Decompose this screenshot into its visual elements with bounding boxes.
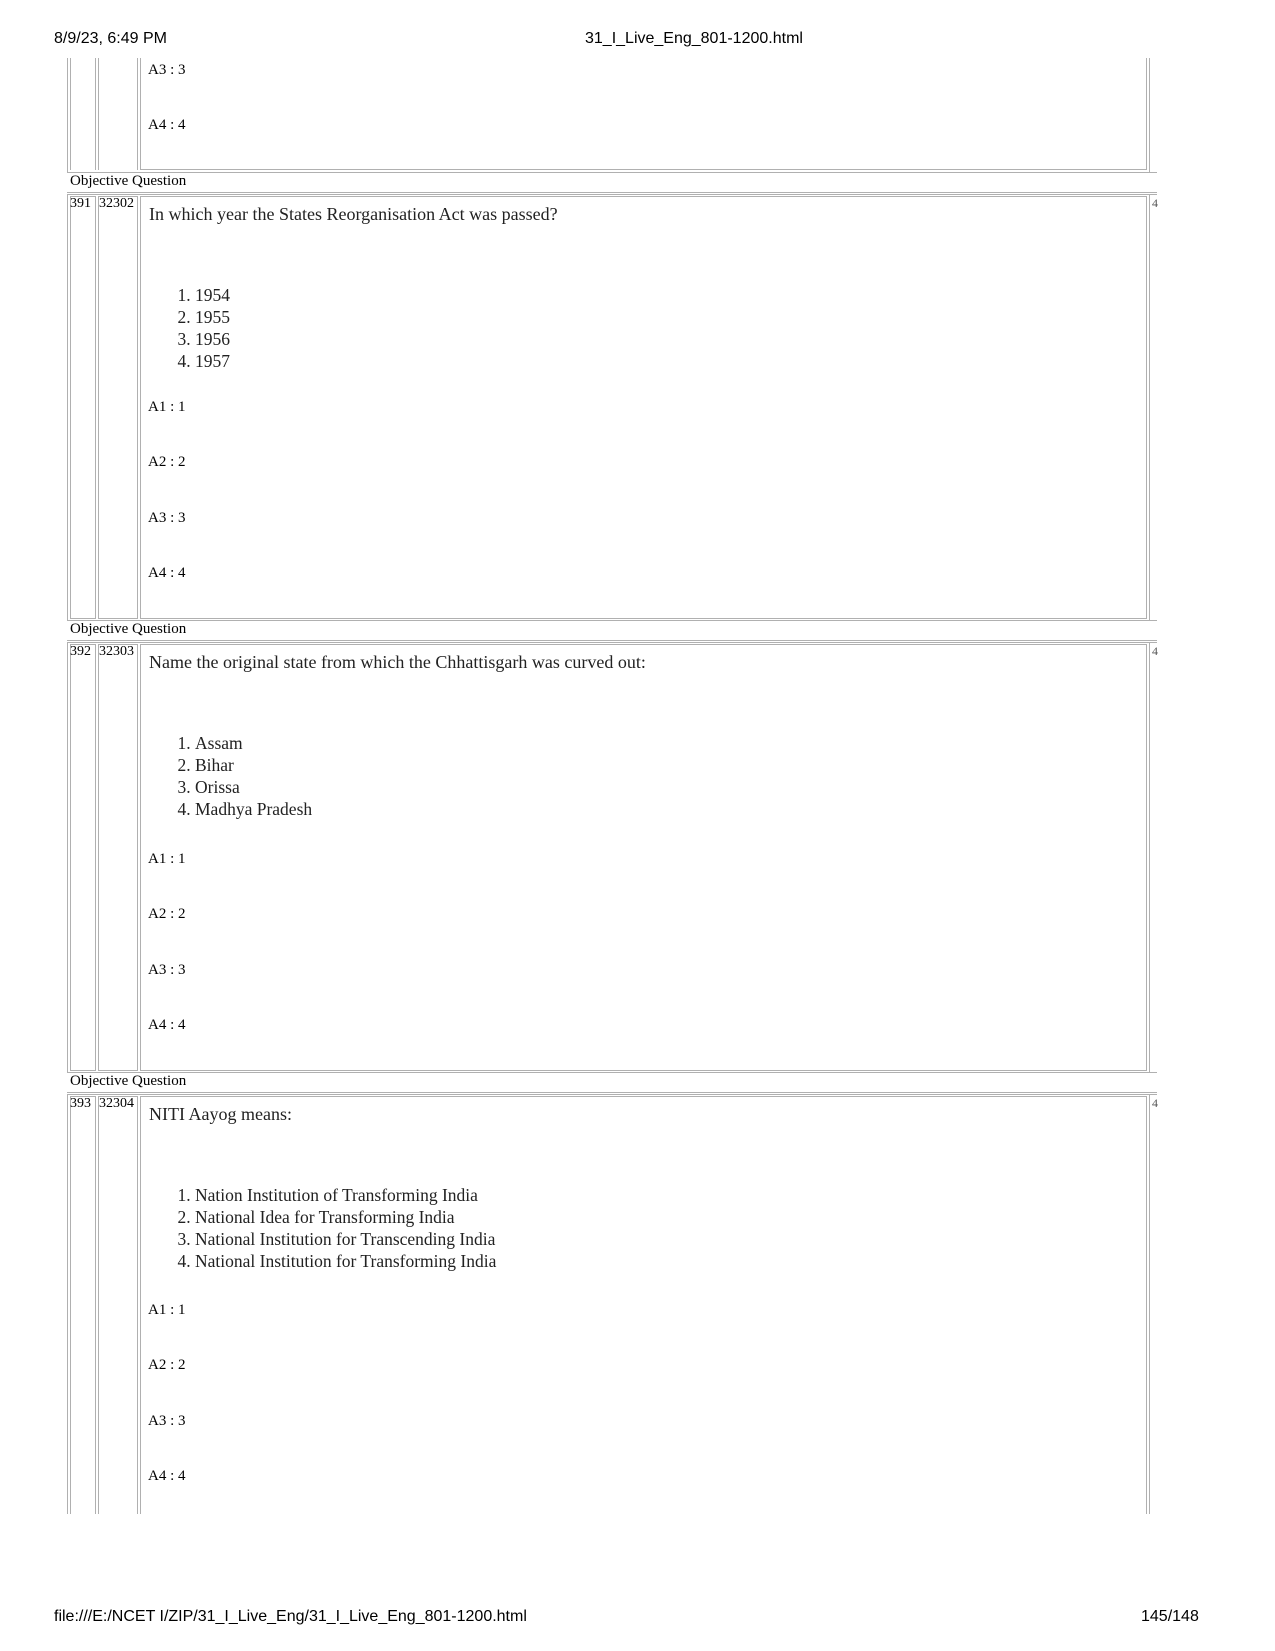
answer-line: A3 : 3 — [148, 62, 186, 78]
option-item: 4. 1957 — [195, 350, 230, 372]
answer-line: A3 : 3 — [148, 510, 186, 526]
answer-line: A3 : 3 — [148, 1413, 186, 1429]
section-label: Objective Question — [70, 173, 187, 189]
question-row — [67, 194, 1157, 621]
question-serial: 393 — [70, 1096, 91, 1111]
answer-line: A1 : 1 — [148, 399, 186, 415]
question-text: NITI Aayog means: — [149, 1104, 292, 1124]
print-doc-title: 31_I_Live_Eng_801-1200.html — [585, 30, 803, 47]
print-file-path: file:///E:/NCET I/ZIP/31_I_Live_Eng/31_I_Live_Eng_801-1200.html — [54, 1608, 527, 1625]
option-item: 2. Bihar — [195, 754, 312, 776]
options-list — [149, 732, 312, 820]
answer-line: A3 : 3 — [148, 962, 186, 978]
question-id: 32304 — [99, 1096, 134, 1111]
answer-line: A4 : 4 — [148, 1017, 186, 1033]
question-text: Name the original state from which the Chhattisgarh was curved out: — [149, 652, 646, 672]
option-item: 2. National Idea for Transforming India — [195, 1206, 496, 1228]
print-page-number: 145/148 — [1141, 1608, 1199, 1625]
option-item: 1. Assam — [195, 732, 312, 754]
answer-line: A4 : 4 — [148, 117, 186, 133]
answer-line: A2 : 2 — [148, 1357, 186, 1373]
cut-off-mark: 4 — [1152, 196, 1158, 210]
option-item: 3. Orissa — [195, 776, 312, 798]
option-item: 2. 1955 — [195, 306, 230, 328]
question-row — [67, 642, 1157, 1073]
answer-line: A4 : 4 — [148, 565, 186, 581]
question-id: 32303 — [99, 644, 134, 659]
print-datetime: 8/9/23, 6:49 PM — [54, 30, 167, 47]
answer-line: A1 : 1 — [148, 1302, 186, 1318]
answer-line: A4 : 4 — [148, 1468, 186, 1484]
answer-line: A1 : 1 — [148, 851, 186, 867]
options-list — [149, 1184, 496, 1272]
section-label: Objective Question — [70, 1073, 187, 1089]
question-serial: 392 — [70, 644, 91, 659]
option-item: 1. 1954 — [195, 284, 230, 306]
question-serial: 391 — [70, 196, 91, 211]
question-row — [67, 1094, 1157, 1514]
section-label: Objective Question — [70, 621, 187, 637]
question-id: 32302 — [99, 196, 134, 211]
options-list — [149, 284, 230, 372]
option-item: 4. Madhya Pradesh — [195, 798, 312, 820]
cut-off-mark: 4 — [1152, 644, 1158, 658]
answer-line: A2 : 2 — [148, 454, 186, 470]
option-item: 3. 1956 — [195, 328, 230, 350]
question-text: In which year the States Reorganisation Act was passed? — [149, 204, 558, 224]
cut-off-mark: 4 — [1152, 1096, 1158, 1110]
answer-line: A2 : 2 — [148, 906, 186, 922]
option-item: 3. National Institution for Transcending India — [195, 1228, 496, 1250]
option-item: 4. National Institution for Transforming India — [195, 1250, 496, 1272]
option-item: 1. Nation Institution of Transforming India — [195, 1184, 496, 1206]
